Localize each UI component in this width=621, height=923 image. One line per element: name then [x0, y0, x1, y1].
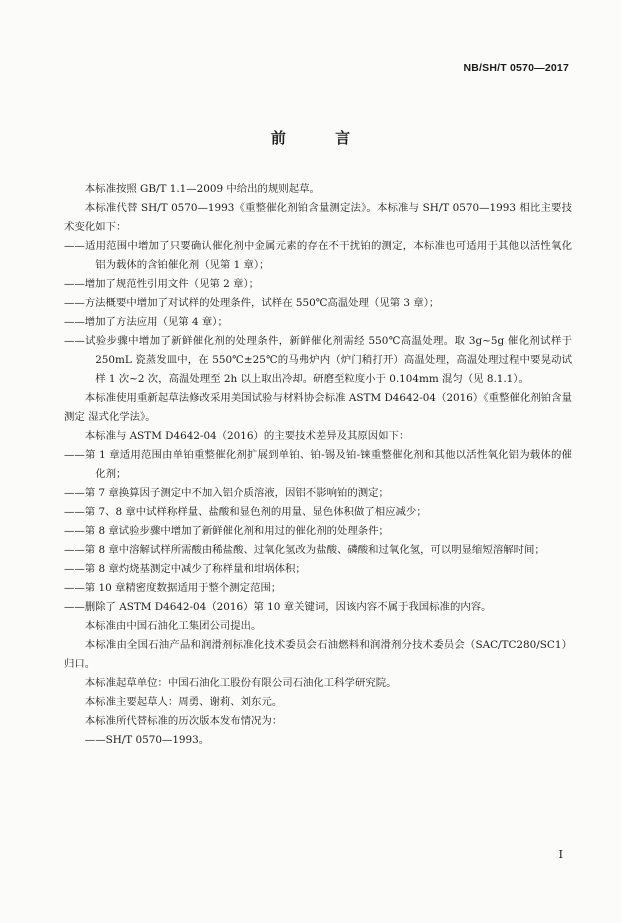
paragraph: 本标准使用重新起草法修改采用美国试验与材料协会标准 ASTM D4642-04（2016）《重整催化剂铂含量测定 湿式化学法》。 — [64, 392, 572, 423]
dash-item: ——第 1 章适用范围由单铂重整催化剂扩展到单铂、铂-锡及铂-铼重整催化剂和其他以活性氧化铝为载体的催化剂； — [64, 449, 572, 480]
dash-item: ——删除了 ASTM D4642-04（2016）第 10 章关键词，因该内容不属于我国标准的内容。 — [64, 601, 492, 613]
dash-item: ——增加了方法应用（见第 4 章）； — [64, 316, 228, 328]
dash-item: ——第 10 章精密度数据适用于整个测定范围； — [64, 582, 282, 594]
paragraph: 本标准代替 SH/T 0570—1993《重整催化剂铂含量测定法》。本标准与 SH/T 0570—1993 相比主要技术变化如下： — [64, 202, 572, 233]
paragraph: 本标准起草单位：中国石油化工股份有限公司石油化工科学研究院。 — [84, 677, 397, 689]
dash-item: ——增加了规范性引用文件（见第 2 章）； — [64, 278, 260, 290]
page-number: I — [558, 848, 563, 861]
paragraph: 本标准主要起草人：周勇、谢莉、刘东元。 — [84, 696, 283, 708]
paragraph: 本标准与 ASTM D4642-04（2016）的主要技术差异及其原因如下： — [84, 430, 410, 442]
paragraph: 本标准由中国石油化工集团公司提出。 — [84, 620, 262, 632]
dash-item: ——第 8 章中溶解试样所需酸由稀盐酸、过氧化氢改为盐酸、磷酸和过氧化氢，可以明显缩短溶解时间； — [64, 544, 545, 556]
dash-item: ——第 8 章试验步骤中增加了新鲜催化剂和用过的催化剂的处理条件； — [64, 525, 389, 537]
standard-code: NB/SH/T 0570—2017 — [463, 62, 569, 74]
paragraph: ——SH/T 0570—1993。 — [84, 734, 210, 746]
dash-item: ——第 7 章换算因子测定中不加入铝介质溶液，因铝不影响铂的测定； — [64, 487, 389, 499]
paragraph: 本标准由全国石油产品和润滑剂标准化技术委员会石油燃料和润滑剂分技术委员会（SAC/TC280/SC1）归口。 — [64, 639, 572, 670]
page-title: 前 言 — [270, 129, 373, 147]
foreword-body — [64, 180, 572, 750]
dash-item: ——第 8 章灼烧基测定中减少了称样量和坩埚体积； — [64, 563, 306, 575]
dash-item: ——适用范围中增加了只要确认催化剂中金属元素的存在不干扰铂的测定，本标准也可适用于其他以活性氧化铝为载体的含铂催化剂（见第 1 章）； — [64, 240, 572, 271]
paragraph: 本标准所代替标准的历次版本发布情况为： — [84, 715, 283, 727]
dash-item: ——方法概要中增加了对试样的处理条件，试样在 550℃高温处理（见第 3 章）； — [64, 297, 440, 309]
dash-item: ——试验步骤中增加了新鲜催化剂的处理条件，新鲜催化剂需经 550℃高温处理。取 3g~5g 催化剂试样于 250mL 瓷蒸发皿中，在 550℃±25℃的马弗炉内（炉门稍打开）高温处理，高温处理过程中要晃动试样 1 次~2 次，高温处理至 2h 以上取出冷却。研磨至粒度小于 0.104mm 混匀（见 8.1.1）。 — [64, 335, 572, 385]
dash-item: ——第 7、8 章中试样称样量、盐酸和显色剂的用量、显色体积做了相应减少； — [64, 506, 427, 518]
paragraph: 本标准按照 GB/T 1.1—2009 中给出的规则起草。 — [84, 183, 320, 195]
